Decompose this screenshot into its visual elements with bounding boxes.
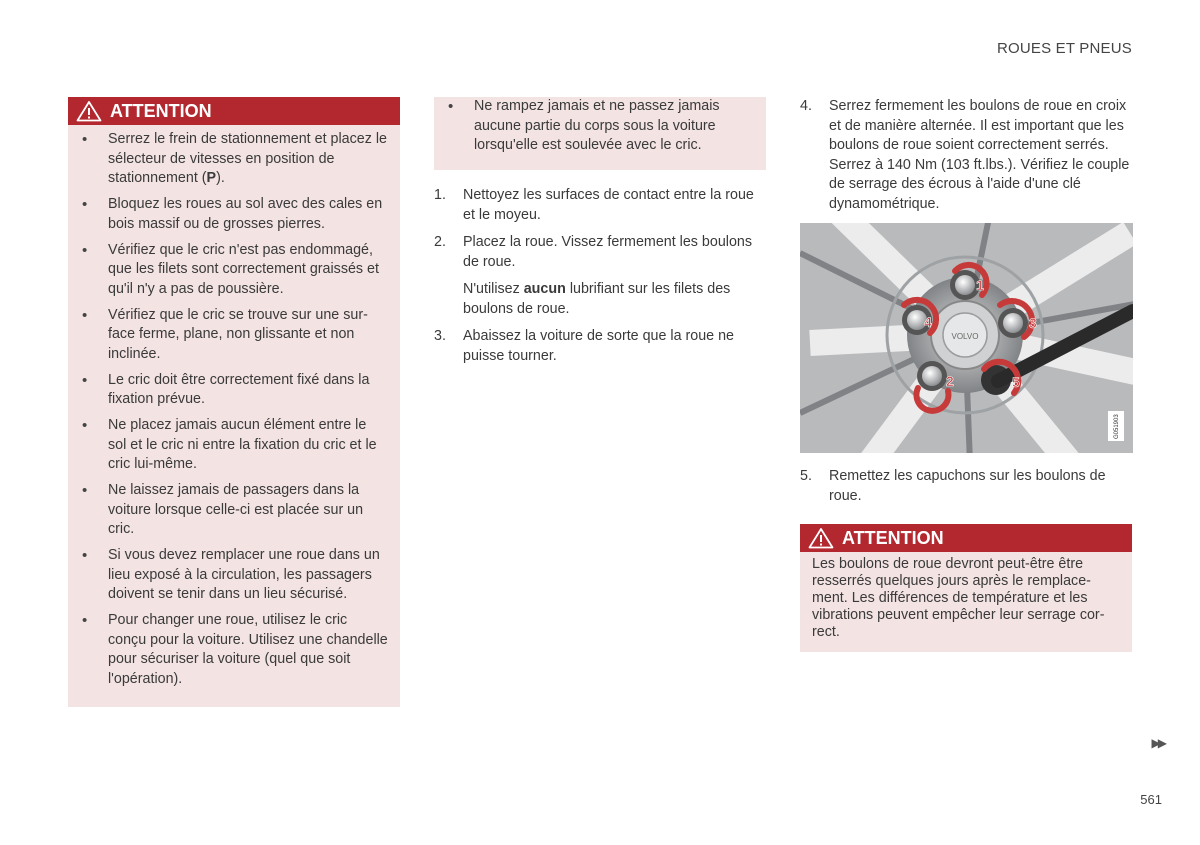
label-2: 2 (946, 373, 954, 389)
warning-box-1-continued (434, 97, 766, 170)
wheel-figure (800, 223, 1133, 453)
warning-header (800, 524, 1132, 552)
step-4 (800, 97, 1134, 222)
double-arrow-right-icon: ▶▶ (1151, 736, 1164, 750)
warning-list (434, 97, 766, 156)
label-4: 4 (924, 314, 932, 330)
step-item: 5. Remettez les capuchons sur les boulons de roue. (800, 468, 1106, 504)
label-5: 5 (1012, 374, 1020, 390)
warning-triangle-icon (76, 100, 102, 122)
bolt-3 (998, 308, 1028, 338)
step-item: 3. Abaissez la voiture de sorte que la roue ne puisse tourner. (434, 328, 735, 364)
warning-title: ATTENTION (110, 100, 212, 121)
warning-text: Les boulons de roue devront peut-être être resserrés quelques jours après le remplacement. Les différences de température et les vibrations peuvent empêcher leur serrage correct. (812, 556, 1105, 640)
list-item: • Bloquez les roues au sol avec des cales en bois massif ou de grosses pierres. (68, 195, 388, 234)
wheel-illustration (800, 223, 1133, 453)
label-3: 3 (1029, 315, 1037, 331)
warning-list (68, 125, 400, 689)
warning-triangle-icon (808, 527, 834, 549)
steps-list (434, 186, 768, 374)
page-number: 561 (1140, 792, 1162, 807)
figure-code: G051903 (1114, 414, 1120, 439)
list-item: • Ne rampez jamais et ne passez jamais aucune partie du corps sous la voiture lorsqu'elle est soulevée avec le cric. (434, 97, 754, 156)
warning-title: ATTENTION (842, 527, 944, 548)
bolt-2 (917, 361, 947, 391)
list-item: • Vérifiez que le cric se trouve sur une surface ferme, plane, non glissante et non inclinée. (68, 306, 388, 365)
step-note: N'utilisez aucun lubrifiant sur les filets des boulons de roue. (463, 281, 731, 317)
step-item: 4. Serrez fermement les boulons de roue en croix et de manière alternée. Il est important que les boulons de roue soient correctement serrés. Serrez à 140 Nm (103 ft.lbs.). Vérifiez le couple de serrage des écrous à l'aide d'une clé dynamométrique. (800, 98, 1130, 212)
step-item: 1. Nettoyez les surfaces de contact entre la roue et le moyeu. (434, 187, 754, 223)
warning-box-2 (800, 524, 1132, 652)
step-5 (800, 467, 1134, 514)
label-1: 1 (976, 277, 984, 293)
volvo-logo: VOLVO (951, 332, 979, 341)
list-item: • Pour changer une roue, utilisez le cric conçu pour la voiture. Utilisez une chandelle pour sécuriser la voiture (quel que soit l'opération). (68, 611, 388, 689)
step-item: 2. Placez la roue. Vissez fermement les boulons de roue. (434, 234, 752, 270)
warning-box-1 (68, 97, 400, 707)
list-item: • Si vous devez remplacer une roue dans un lieu exposé à la circulation, les passagers doivent se tenir dans un lieu sécurisé. (68, 546, 388, 605)
list-item: • Serrez le frein de stationnement et placez le sélecteur de vitesses en position de stationnement (P). (68, 130, 388, 189)
list-item: • Ne laissez jamais de passagers dans la voiture lorsque celle-ci est placée sur un cric. (68, 481, 388, 540)
section-title: ROUES ET PNEUS (996, 40, 1132, 57)
warning-header (68, 97, 400, 125)
list-item: • Le cric doit être correctement fixé dans la fixation prévue. (68, 371, 388, 410)
list-item: • Vérifiez que le cric n'est pas endommagé, que les filets sont correctement graissés et qu'il n'y a pas de poussière. (68, 241, 388, 300)
list-item: • Ne placez jamais aucun élément entre le sol et le cric ni entre la fixation du cric et le cric lui-même. (68, 416, 388, 475)
